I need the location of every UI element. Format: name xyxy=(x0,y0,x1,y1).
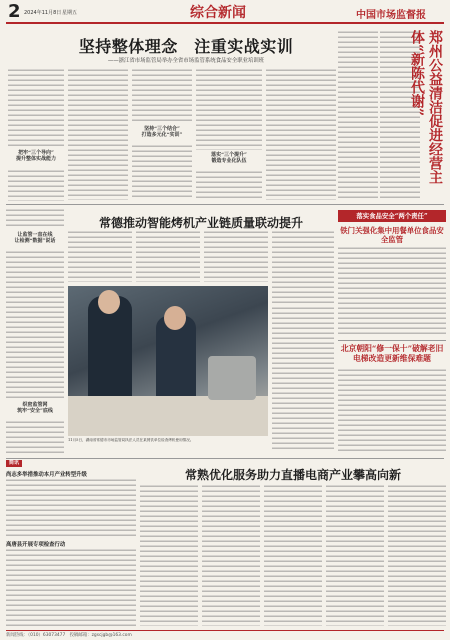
masthead xyxy=(0,0,450,26)
mid-left-col xyxy=(6,250,64,398)
lead-callout-3 xyxy=(196,152,262,168)
lead-body-col5 xyxy=(266,68,336,200)
side-story xyxy=(338,26,446,202)
photo-caption: 11月5日，湖南省常德市市场监管局执法人员在某餐饮单位检查烤机使用情况。 xyxy=(68,438,194,442)
lead-callout-1-text: 把牢“三个导向” 提升整体实战能力 xyxy=(15,150,56,162)
brief-column xyxy=(6,460,136,628)
side-headline: 郑州公益清洁促进经营主体“新陈代谢” xyxy=(409,30,443,184)
divider-2 xyxy=(6,458,444,459)
lead-body-col3 xyxy=(132,68,192,124)
lead-callout-1 xyxy=(8,150,64,168)
right-divider xyxy=(338,340,446,341)
mid-body-b xyxy=(136,230,200,282)
lead-body-col4b xyxy=(196,170,262,200)
lead-body-col2 xyxy=(68,68,128,200)
photo-counter xyxy=(68,396,268,436)
mid-story xyxy=(6,206,336,456)
mid-body-e xyxy=(272,306,334,452)
right-middle xyxy=(338,206,446,456)
bottom-body-1 xyxy=(140,484,198,626)
issue-weekday: 星期五 xyxy=(62,10,78,16)
mid-callout-1-text: 让监管一直在线 让检测“数据”说话 xyxy=(14,232,56,244)
brief-headline-2: 高唐县开展专项检查行动 xyxy=(6,542,66,548)
footer-rule xyxy=(6,630,444,631)
brief-body-2 xyxy=(6,548,136,626)
lead-body-col1b xyxy=(8,169,64,201)
mid-callout-2-text: 织密监管网 筑牢“安全”底线 xyxy=(17,402,53,414)
page-number: 2 xyxy=(8,1,21,22)
bottom-body-4 xyxy=(326,484,384,626)
brief-headline-1: 尚志多举措推动本月产业转型升级 xyxy=(6,472,87,478)
brief-body-1 xyxy=(6,478,136,536)
lead-body-col4 xyxy=(196,68,262,150)
mid-left-col-b xyxy=(6,420,64,454)
lead-body-col3b xyxy=(132,144,192,200)
news-photo xyxy=(68,286,268,436)
right-story-headline: 北京朝阳“修一保十”破解老旧电梯改造更新维保难题 xyxy=(340,344,444,363)
section-title: 综合新闻 xyxy=(190,5,246,21)
bottom-body-5 xyxy=(388,484,446,626)
lead-subheadline: ——浙江省市场监管局举办全省市场监管系统食品安全职业培训班 xyxy=(107,58,265,64)
bottom-headline: 常熟优化服务助力直播电商产业攀高向新 xyxy=(184,468,401,482)
lead-callout-2-text: 坚持“三个结合” 打造多元化“实训” xyxy=(141,126,183,138)
lead-body-col1 xyxy=(8,68,64,148)
right-box-body xyxy=(338,246,446,336)
lead-story xyxy=(6,26,336,202)
issue-date: 2024年11月8日 xyxy=(24,10,62,16)
mid-body-d xyxy=(272,230,334,304)
right-box-headline: 铁门关强化集中用餐单位食品安全监管 xyxy=(340,226,444,244)
mid-left-col-top xyxy=(6,208,64,228)
side-body-1 xyxy=(338,30,378,200)
lead-headline: 坚持整体理念 注重实战实训 xyxy=(78,37,294,56)
food-safety-label-text: 落实食品安全“两个责任” xyxy=(356,212,428,220)
lead-callout-3-text: 落实“三个提升” 锻造专业化队伍 xyxy=(211,152,247,164)
mid-callout-2 xyxy=(6,402,64,418)
bottom-body-3 xyxy=(264,484,322,626)
mid-callout-1 xyxy=(6,232,64,248)
paper-name: 中国市场监督报 xyxy=(356,10,426,21)
photo-machine xyxy=(208,356,256,400)
photo-person-1-head xyxy=(98,290,120,314)
right-story-body xyxy=(338,368,446,454)
lead-callout-2 xyxy=(132,126,192,142)
mid-body-c xyxy=(204,230,268,282)
divider-1 xyxy=(6,204,444,205)
photo-person-2-head xyxy=(164,306,186,330)
mid-body-a xyxy=(68,230,132,282)
bottom-body-2 xyxy=(202,484,260,626)
mid-headline: 常德推动智能烤机产业链质量联动提升 xyxy=(98,216,303,230)
header-rule xyxy=(6,22,444,24)
food-safety-label xyxy=(338,210,446,222)
brief-label: 简讯 xyxy=(6,460,22,467)
bottom-story xyxy=(140,460,446,628)
footer-text: 新闻热线：（010）63073477 投稿邮箱：zgscjgb@163.com xyxy=(6,633,132,638)
